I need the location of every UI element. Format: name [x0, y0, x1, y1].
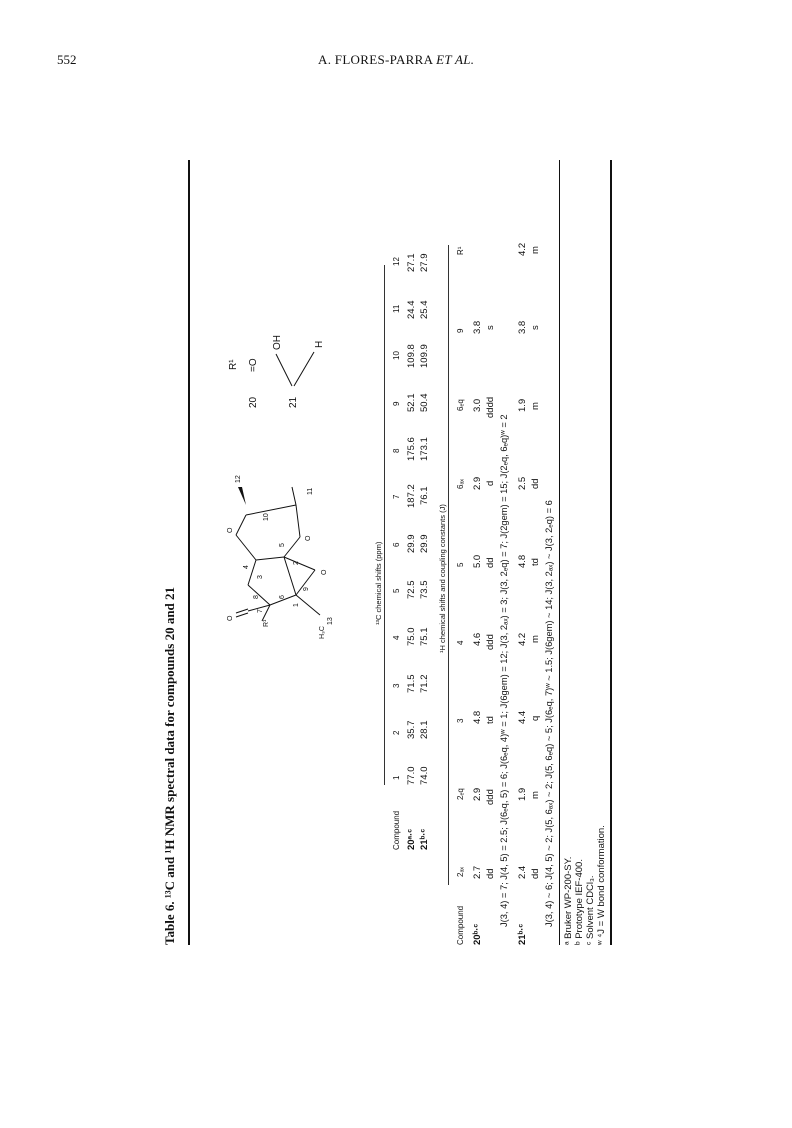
proton-row-20-compound: 20ᵇ·ᶜ [472, 923, 483, 945]
carbon-row-20-compound: 20ᵃ·ᶜ [406, 829, 417, 850]
proton-row-20-coupling: J(3, 4) = 7; J(4, 5) = 2.5; J(6ₑq, 5) = 6; J(6ₑq, 4)ʷ = 1; J(6gem) = 12; J(3, 2ₐₓ) = 3; J(3, 2ₑq) = 7; J(2gem) = 15; J(2ₑq, 6ₑq)ʷ = 2 [499, 414, 509, 927]
proton-row-20-mult-2ax: dd [485, 868, 496, 879]
carbon-row-21-c10: 109.9 [419, 344, 430, 368]
label-3: 3 [257, 575, 264, 579]
carbon-row-21-c1: 74.0 [419, 766, 430, 785]
label-6: 6 [279, 595, 286, 599]
carbon-row-21-c12: 27.9 [419, 253, 430, 272]
label-9: 9 [303, 587, 310, 591]
proton-row-20-shift-2eq: 2.9 [472, 787, 483, 801]
bottom-rule [559, 160, 560, 945]
key-21-number: 21 [288, 396, 299, 408]
footnote-a: ᵃ Bruker WP-200-SY. [563, 856, 574, 945]
proton-row-21-shift-6ax: 2.5 [517, 476, 528, 490]
proton-head-6eq: 6ₑq [456, 399, 465, 411]
carbon-head-1: 1 [392, 775, 401, 780]
proton-row-21-shift-4: 4.2 [517, 632, 528, 646]
proton-head-2ax: 2ₐₓ [456, 866, 465, 877]
label-o-carbonyl: O [227, 615, 234, 621]
table-title: Table 6. ¹³C and ¹H NMR spectral data for compounds 20 and 21 [162, 586, 177, 945]
proton-row-20-mult-4: ddd [485, 634, 496, 650]
proton-row-20-shift-6eq: 3.0 [472, 398, 483, 412]
top-rule [188, 160, 190, 945]
footnote-w: ʷ ⁴J = W bond conformation. [596, 825, 607, 945]
carbon-head-10: 10 [392, 351, 401, 360]
carbon-head-compound: Compound [392, 810, 401, 850]
rotated-table [162, 160, 622, 945]
proton-row-21-mult-6eq: m [530, 402, 541, 410]
carbon-row-21-c2: 28.1 [419, 720, 430, 739]
footnote-b: ᵇ Prototype IEF-400. [574, 859, 585, 945]
carbon-row-20-c9: 52.1 [406, 393, 417, 412]
running-head [0, 52, 792, 72]
proton-section-title: ¹H chemical shifts and coupling constants (J) [438, 504, 447, 653]
carbon-row-21-c3: 71.2 [419, 674, 430, 693]
proton-head-compound: Compound [456, 905, 465, 945]
carbon-head-6: 6 [392, 542, 401, 547]
key-20-number: 20 [248, 396, 259, 408]
proton-section-underline [448, 245, 449, 885]
carbon-head-11: 11 [392, 304, 401, 313]
proton-row-21-mult-3: q [530, 715, 541, 721]
carbon-row-21-c5: 73.5 [419, 580, 430, 599]
header-authors [318, 52, 474, 68]
proton-row-20-mult-9: s [485, 325, 496, 330]
carbon-row-21-c9: 50.4 [419, 393, 430, 412]
proton-row-20-shift-5: 5.0 [472, 554, 483, 568]
proton-row-20-mult-2eq: ddd [485, 789, 496, 805]
proton-row-21-shift-5: 4.8 [517, 554, 528, 568]
proton-head-r1: R¹ [456, 246, 465, 255]
key-21-oh: OH [272, 335, 283, 350]
proton-head-6ax: 6ₐₓ [456, 478, 465, 489]
proton-row-20-mult-6ax: d [485, 480, 496, 486]
proton-row-21-shift-9: 3.8 [517, 320, 528, 334]
carbon-row-20-c6: 29.9 [406, 534, 417, 553]
label-13: 13 [327, 617, 334, 625]
carbon-row-21-compound: 21ᵇ·ᶜ [419, 828, 430, 850]
carbon-row-21-c11: 25.4 [419, 300, 430, 319]
proton-row-21-mult-2eq: m [530, 791, 541, 799]
carbon-head-7: 7 [392, 494, 401, 499]
carbon-section-title: ¹³C chemical shifts (ppm) [374, 541, 383, 625]
proton-row-21-shift-3: 4.4 [517, 710, 528, 724]
carbon-head-4: 4 [392, 635, 401, 640]
label-4: 4 [243, 565, 250, 569]
footnote-c: ᶜ Solvent CDCl₃. [585, 875, 596, 945]
label-o-a: O [227, 527, 234, 533]
proton-row-21-mult-4: m [530, 635, 541, 643]
carbon-row-20-c5: 72.5 [406, 580, 417, 599]
proton-head-2eq: 2ₑq [456, 788, 465, 800]
carbon-row-20-c3: 71.5 [406, 674, 417, 693]
label-r1: R¹ [263, 619, 270, 627]
key-20-group: =O [248, 358, 259, 372]
carbon-head-9: 9 [392, 401, 401, 406]
carbon-row-21-c7: 76.1 [419, 486, 430, 505]
proton-row-20-shift-4: 4.6 [472, 632, 483, 646]
carbon-row-20-c2: 35.7 [406, 720, 417, 739]
substituent-key [222, 290, 332, 430]
label-o-c: O [321, 569, 328, 575]
chemical-structure [200, 465, 370, 665]
proton-row-21-coupling: J(3, 4) ~ 6; J(4, 5) ~ 2; J(5, 6ₐₓ) ~ 2; J(5, 6ₑq) ~ 5; J(6ₑq, 7)ʷ ~ 1.5; J(6gem) ~ 14; J(3, 2ₐₓ) ~ J(3, 2ₑq) = 6 [544, 500, 554, 927]
label-o-b: O [305, 535, 312, 541]
label-12: 12 [235, 475, 242, 483]
carbon-head-12: 12 [392, 257, 401, 266]
authors-etal: ET AL. [436, 52, 475, 67]
carbon-row-20-c12: 27.1 [406, 253, 417, 272]
label-1: 1 [293, 603, 300, 607]
proton-row-20-shift-3: 4.8 [472, 710, 483, 724]
proton-row-21-mult-2ax: dd [530, 868, 541, 879]
carbon-head-3: 3 [392, 683, 401, 688]
carbon-section-underline [384, 265, 385, 785]
proton-row-20-shift-9: 3.8 [472, 320, 483, 334]
proton-head-4: 4 [456, 640, 465, 645]
carbon-row-20-c8: 175.6 [406, 437, 417, 461]
label-10: 10 [263, 513, 270, 521]
label-2: 2 [293, 561, 300, 565]
key-r1-heading: R¹ [228, 359, 239, 370]
proton-row-21-compound: 21ᵇ·ᶜ [517, 923, 528, 945]
proton-row-20-shift-2ax: 2.7 [472, 865, 483, 879]
proton-row-20-shift-6ax: 2.9 [472, 476, 483, 490]
proton-row-21-shift-6eq: 1.9 [517, 398, 528, 412]
proton-row-21-mult-6ax: dd [530, 478, 541, 489]
carbon-head-5: 5 [392, 588, 401, 593]
carbon-row-20-c11: 24.4 [406, 300, 417, 319]
proton-head-9: 9 [456, 328, 465, 333]
carbon-row-20-c1: 77.0 [406, 766, 417, 785]
proton-row-20-mult-3: td [485, 716, 496, 724]
carbon-row-20-c7: 187.2 [406, 484, 417, 508]
proton-row-20-mult-5: dd [485, 557, 496, 568]
proton-row-21-mult-9: s [530, 325, 541, 330]
label-7: 7 [257, 609, 264, 613]
proton-row-21-shift-2ax: 2.4 [517, 865, 528, 879]
proton-row-20-mult-6eq: dddd [485, 396, 496, 418]
page-number: 552 [57, 52, 77, 67]
authors-name: A. FLORES-PARRA [318, 52, 437, 67]
proton-row-21-mult-5: td [530, 558, 541, 566]
final-rule [610, 160, 612, 945]
label-5: 5 [279, 543, 286, 547]
carbon-row-21-c4: 75.1 [419, 627, 430, 646]
label-11: 11 [307, 487, 314, 495]
proton-row-21-shift-r1: 4.2 [517, 242, 528, 256]
label-8: 8 [253, 595, 260, 599]
proton-row-21-shift-2eq: 1.9 [517, 787, 528, 801]
proton-head-3: 3 [456, 718, 465, 723]
proton-row-21-mult-r1: m [530, 246, 541, 254]
carbon-row-20-c10: 109.8 [406, 344, 417, 368]
carbon-head-8: 8 [392, 448, 401, 453]
proton-head-5: 5 [456, 562, 465, 567]
carbon-head-2: 2 [392, 730, 401, 735]
carbon-row-20-c4: 75.0 [406, 627, 417, 646]
carbon-row-21-c8: 173.1 [419, 437, 430, 461]
carbon-row-21-c6: 29.9 [419, 534, 430, 553]
label-h3c: H₃C [319, 626, 326, 639]
key-21-h: H [314, 340, 325, 348]
